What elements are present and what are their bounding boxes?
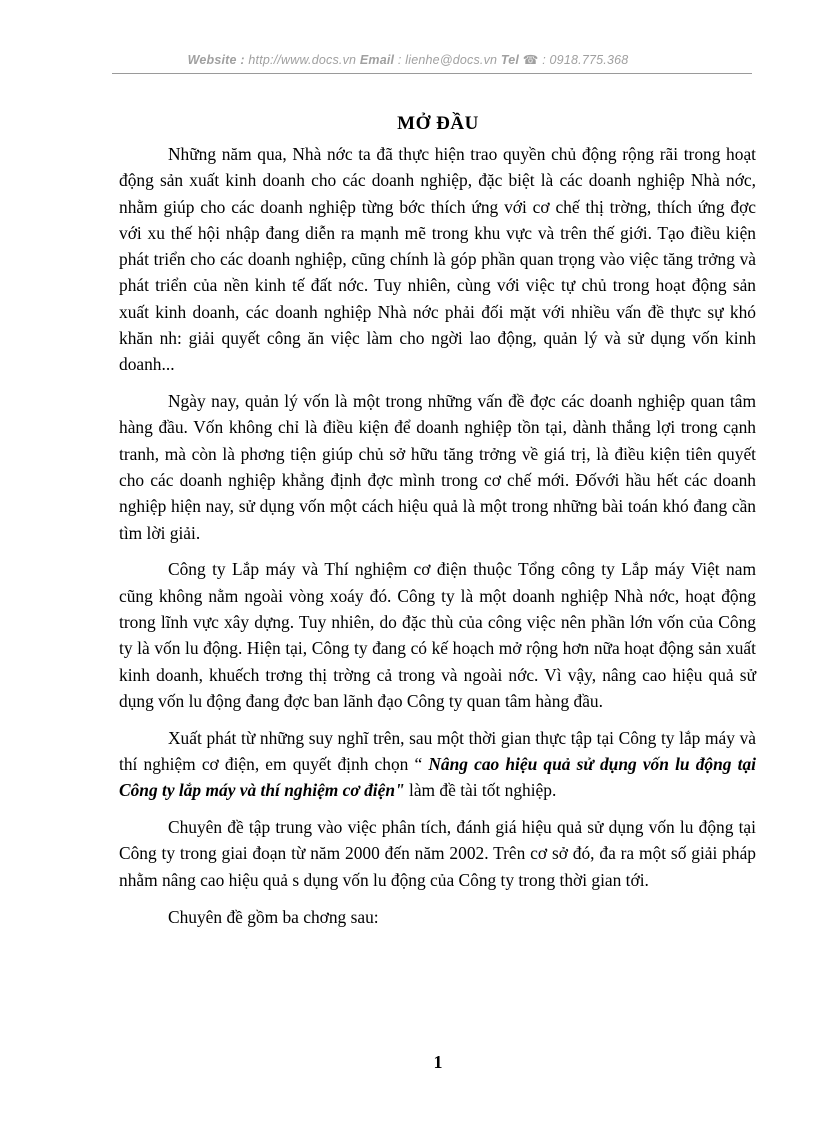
website-label: Website : [187,53,249,67]
header-divider [112,73,752,74]
paragraph-1: Những năm qua, Nhà nớc ta đã thực hiện trao quyền chủ động rộng rãi trong hoạt động sản xuất kinh doanh cho các doanh nghiệp, đặc biệt là các doanh nghiệp Nhà nớc, nhằm giúp cho các doanh nghiệp từng bớc thích ứng với cơ chế thị trờng, thích ứng đợc với xu thế hội nhập đang diễn ra mạnh mẽ trong khu vực và trên thế giới. Tạo điều kiện phát triển cho các doanh nghiệp, cũng chính là góp phần quan trọng vào việc tăng trởng và phát triển của nền kinh tế đất nớc. Tuy nhiên, cùng với việc tự chủ trong hoạt động sản xuất kinh doanh, các doanh nghiệp Nhà nớc phải đối mặt với nhiều vấn đề thực sự khó khăn nh: giải quyết công ăn việc làm cho ngời lao động, quản lý và sử dụng vốn kinh doanh... [119,144,756,375]
tel-label: Tel [500,53,523,67]
tel-value: : 0918.775.368 [538,53,629,67]
paragraph-6: Chuyên đề gồm ba chơng sau: [168,906,379,927]
email-label: Email [359,53,398,67]
paragraph-4-tail: làm đề tài tốt nghiệp. [404,780,557,801]
paragraph-4-lead: Xuất phát từ những suy nghĩ trên, sau một thời gian thực tập tại Công ty lắp máy và thí nghiệm cơ điện, em quyết định chọn “ [119,727,756,775]
website-value: http://www.docs.vn [248,53,360,67]
paragraph-5: Chuyên đề tập trung vào việc phân tích, đánh giá hiệu quả sử dụng vốn lu động tại Công ty trong giai đoạn từ năm 2000 đến năm 2002. Trên cơ sở đó, đa ra một số giải pháp nhằm nâng cao hiệu quả s dụng vốn lu động của Công ty trong thời gian tới. [119,817,756,890]
page-number: 1 [433,1052,443,1072]
paragraph-2: Ngày nay, quản lý vốn là một trong những vấn đề đợc các doanh nghiệp quan tâm hàng đầu. Vốn không chỉ là điều kiện để doanh nghiệp tồn tại, dành thắng lợi trong cạnh tranh, mà còn là phơng tiện giúp chủ sở hữu tăng trởng về giá trị, là điều kiện tiên quyết cho các doanh nghiệp khẳng định đợc mình trong cơ chế mới. Đốvới hầu hết các doanh nghiệp hiện nay, sử dụng vốn một cách hiệu quả là một trong những bài toán khó đang cần tìm lời giải. [119,391,756,543]
paragraph-3: Công ty Lắp máy và Thí nghiệm cơ điện thuộc Tổng công ty Lắp máy Việt nam cũng không nằm ngoài vòng xoáy đó. Công ty là một doanh nghiệp Nhà nớc, hoạt động trong lĩnh vực xây dựng. Tuy nhiên, do đặc thù của công việc nên phần lớn vốn của Công ty là vốn lu động. Hiện tại, Công ty đang có kế hoạch mở rộng hơn nữa hoạt động sản xuất kinh doanh, khuếch trơng thị trờng cả trong và ngoài nớc. Vì vậy, nâng cao hiệu quả sử dụng vốn lu động đang đợc ban lãnh đạo Công ty quan tâm hàng đầu. [119,559,756,711]
paragraph-4 [119,725,756,804]
thesis-title: Nâng cao hiệu quả sử dụng vốn lu động tại Công ty lắp máy và thí nghiệm cơ điện" [119,754,756,801]
document-body [119,141,756,940]
document-title: MỞ ĐẦU [397,113,479,134]
phone-icon: ☎ [522,53,539,67]
page-header [0,52,816,67]
email-value: : lienhe@docs.vn [397,53,501,67]
